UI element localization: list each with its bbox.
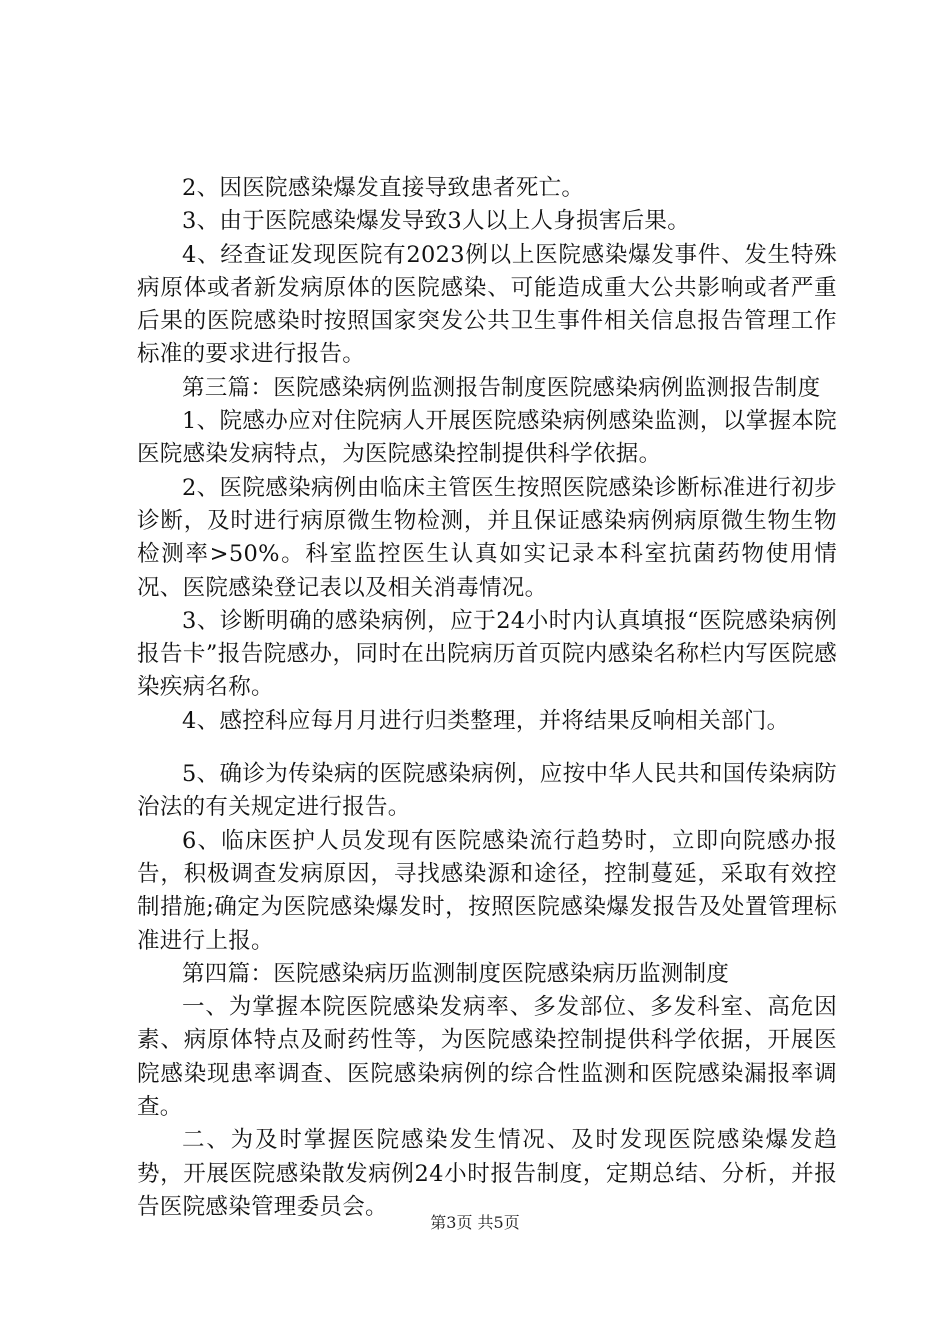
paragraph: 1、院感办应对住院病人开展医院感染病例感染监测，以掌握本院医院感染发病特点，为医院感染控制提供科学依据。 [137,408,837,468]
paragraph: 一、为掌握本院医院感染发病率、多发部位、多发科室、高危因素、病原体特点及耐药性等，为医院感染控制提供科学依据，开展医院感染现患率调查、医院感染病例的综合性监测和医院感染漏报率调查。 [137,994,837,1121]
paragraph: 3、诊断明确的感染病例，应于24小时内认真填报“医院感染病例报告卡”报告院感办，同时在出院病历首页院内感染名称栏内写医院感染疾病名称。 [137,607,837,701]
paragraph: 4、经查证发现医院有2023例以上医院感染爆发事件、发生特殊病原体或者新发病原体的医院感染、可能造成重大公共影响或者严重后果的医院感染时按照国家突发公共卫生事件相关信息报告管理工作标准的要求进行报告。 [137,241,837,368]
paragraph: 2、因医院感染爆发直接导致患者死亡。 [182,175,585,201]
paragraph: 6、临床医护人员发现有医院感染流行趋势时，立即向院感办报告，积极调查发病原因，寻找感染源和途径，控制蔓延，采取有效控制措施;确定为医院感染爆发时，按照医院感染爆发报告及处置管理标准进行上报。 [137,827,837,954]
section-heading: 第四篇：医院感染病历监测制度医院感染病历监测制度 [182,960,730,987]
section-heading: 第三篇：医院感染病例监测报告制度医院感染病例监测报告制度 [182,374,821,401]
paragraph: 4、感控科应每月月进行归类整理，并将结果反响相关部门。 [182,707,790,734]
document-body [137,172,837,1224]
paragraph: 2、医院感染病例由临床主管医生按照医院感染诊断标准进行初步诊断，及时进行病原微生物检测，并且保证感染病例病原微生物生物检测率>50%。科室监控医生认真如实记录本科室抗菌药物使用情况、医院感染登记表以及相关消毒情况。 [137,474,837,601]
page-number: 第3页 共5页 [430,1213,520,1232]
paragraph: 3、由于医院感染爆发导致3人以上人身损害后果。 [182,208,691,235]
paragraph: 5、确诊为传染病的医院感染病例，应按中华人民共和国传染病防治法的有关规定进行报告。 [137,761,837,821]
paragraph: 二、为及时掌握医院感染发生情况、及时发现医院感染爆发趋势，开展医院感染散发病例24小时报告制度，定期总结、分析，并报告医院感染管理委员会。 [137,1127,837,1220]
